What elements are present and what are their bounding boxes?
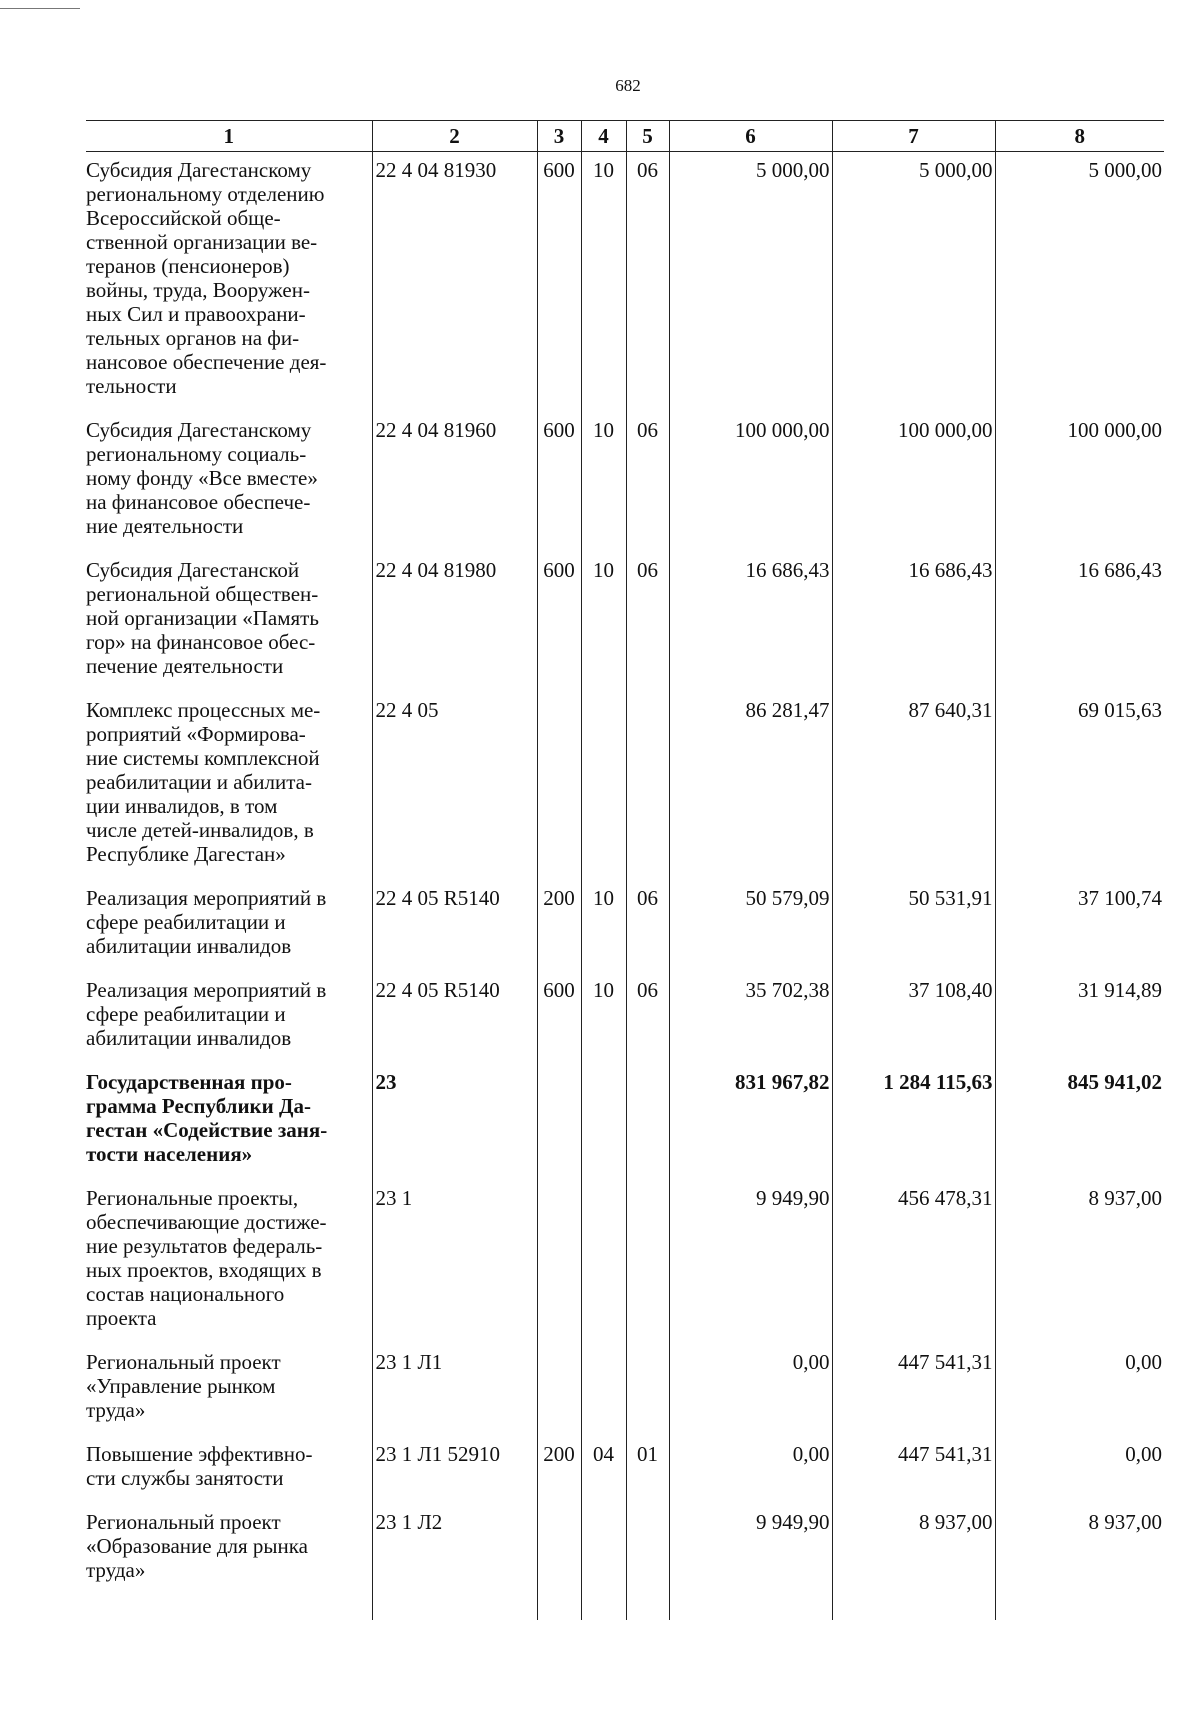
table-body: [86, 152, 1164, 1621]
row-value-8: 5 000,00: [995, 152, 1164, 413]
table-header-row: [86, 121, 1164, 152]
row-column-4: 10: [581, 880, 626, 972]
row-value-7: 1 284 115,63: [832, 1064, 995, 1180]
row-column-3: 600: [537, 972, 581, 1064]
row-column-5: 06: [626, 152, 669, 413]
page-number: 682: [615, 76, 641, 95]
row-value-6: 831 967,82: [669, 1064, 832, 1180]
row-code: 22 4 04 81960: [372, 412, 537, 552]
row-value-7: 447 541,31: [832, 1436, 995, 1504]
table-row: [86, 412, 1164, 552]
table-row: [86, 1180, 1164, 1344]
row-description: Государственная про- грамма Республики Да- гестан «Содействие заня- тости населения»: [86, 1070, 328, 1166]
column-header: 3: [537, 121, 581, 152]
row-column-4: 10: [581, 412, 626, 552]
row-column-3: [537, 1504, 581, 1620]
row-code: 22 4 04 81980: [372, 552, 537, 692]
row-description: Повышение эффективно- сти службы занятости: [86, 1442, 313, 1490]
column-header: 8: [995, 121, 1164, 152]
row-code: 22 4 05 R5140: [372, 880, 537, 972]
row-column-3: [537, 1064, 581, 1180]
row-value-8: 69 015,63: [995, 692, 1164, 880]
column-header: 5: [626, 121, 669, 152]
row-value-6: 9 949,90: [669, 1180, 832, 1344]
row-value-7: 16 686,43: [832, 552, 995, 692]
row-code: 22 4 05: [372, 692, 537, 880]
row-value-6: 86 281,47: [669, 692, 832, 880]
row-value-7: 100 000,00: [832, 412, 995, 552]
column-header: 6: [669, 121, 832, 152]
table-row: [86, 880, 1164, 972]
row-value-7: 447 541,31: [832, 1344, 995, 1436]
row-column-3: [537, 1344, 581, 1436]
row-column-4: 04: [581, 1436, 626, 1504]
row-value-6: 0,00: [669, 1344, 832, 1436]
table-row: [86, 692, 1164, 880]
table-row: [86, 152, 1164, 413]
row-column-4: [581, 1064, 626, 1180]
row-value-8: 0,00: [995, 1344, 1164, 1436]
row-value-7: 37 108,40: [832, 972, 995, 1064]
budget-table: [86, 120, 1164, 1620]
row-column-5: 06: [626, 412, 669, 552]
row-value-7: 87 640,31: [832, 692, 995, 880]
row-value-6: 50 579,09: [669, 880, 832, 972]
row-column-4: [581, 1180, 626, 1344]
row-column-4: 10: [581, 552, 626, 692]
scan-artifact-line: [0, 8, 80, 9]
row-description: Субсидия Дагестанскому региональному отделению Всероссийской обще- ственной организации ве- теранов (пенсионеров) войны, труда, Вооружен- ных Сил и правоохрани- тельных органов на фи- нансовое обеспечение дея- тельности: [86, 158, 327, 398]
row-code: 23: [372, 1064, 537, 1180]
row-code: 23 1 Л1: [372, 1344, 537, 1436]
row-column-3: 600: [537, 552, 581, 692]
column-header: 7: [832, 121, 995, 152]
row-column-5: 06: [626, 880, 669, 972]
row-value-6: 35 702,38: [669, 972, 832, 1064]
row-column-4: [581, 1504, 626, 1620]
row-value-6: 100 000,00: [669, 412, 832, 552]
row-value-8: 8 937,00: [995, 1180, 1164, 1344]
row-column-5: 06: [626, 552, 669, 692]
table-row: [86, 1344, 1164, 1436]
row-description: Комплекс процессных ме- роприятий «Формирова- ние системы комплексной реабилитации и абилита- ции инвалидов, в том числе детей-инвалидов, в Республике Дагестан»: [86, 698, 321, 866]
row-value-8: 845 941,02: [995, 1064, 1164, 1180]
column-header: 4: [581, 121, 626, 152]
row-value-7: 5 000,00: [832, 152, 995, 413]
row-value-8: 8 937,00: [995, 1504, 1164, 1620]
row-column-3: [537, 1180, 581, 1344]
row-column-5: [626, 1180, 669, 1344]
table-row: [86, 552, 1164, 692]
row-column-3: 200: [537, 1436, 581, 1504]
table-row: [86, 1504, 1164, 1620]
row-column-4: [581, 1344, 626, 1436]
row-code: 22 4 04 81930: [372, 152, 537, 413]
row-value-7: 50 531,91: [832, 880, 995, 972]
row-column-3: 600: [537, 412, 581, 552]
row-value-8: 16 686,43: [995, 552, 1164, 692]
table-row: [86, 1064, 1164, 1180]
row-value-6: 9 949,90: [669, 1504, 832, 1620]
row-code: 23 1 Л1 52910: [372, 1436, 537, 1504]
row-value-7: 8 937,00: [832, 1504, 995, 1620]
row-code: 22 4 05 R5140: [372, 972, 537, 1064]
row-column-3: 200: [537, 880, 581, 972]
row-description: Реализация мероприятий в сфере реабилитации и абилитации инвалидов: [86, 978, 327, 1050]
row-value-6: 5 000,00: [669, 152, 832, 413]
budget-table-container: [86, 120, 1164, 1620]
column-header: 2: [372, 121, 537, 152]
row-value-6: 0,00: [669, 1436, 832, 1504]
column-header: 1: [86, 121, 372, 152]
row-description: Субсидия Дагестанской региональной обществен- ной организации «Память гор» на финансовое обес- печение деятельности: [86, 558, 319, 678]
row-column-3: 600: [537, 152, 581, 413]
row-value-8: 31 914,89: [995, 972, 1164, 1064]
row-column-5: [626, 1064, 669, 1180]
row-column-5: [626, 1344, 669, 1436]
row-value-8: 0,00: [995, 1436, 1164, 1504]
row-column-5: [626, 692, 669, 880]
row-column-5: 06: [626, 972, 669, 1064]
row-column-5: [626, 1504, 669, 1620]
row-column-4: 10: [581, 152, 626, 413]
row-description: Региональные проекты, обеспечивающие достиже- ние результатов федераль- ных проектов, входящих в состав национального проекта: [86, 1186, 327, 1330]
table-row: [86, 1436, 1164, 1504]
row-column-5: 01: [626, 1436, 669, 1504]
row-value-8: 37 100,74: [995, 880, 1164, 972]
row-description: Региональный проект «Образование для рынка труда»: [86, 1510, 308, 1582]
row-description: Региональный проект «Управление рынком труда»: [86, 1350, 281, 1422]
row-description: Реализация мероприятий в сфере реабилитации и абилитации инвалидов: [86, 886, 327, 958]
row-column-4: [581, 692, 626, 880]
row-column-4: 10: [581, 972, 626, 1064]
row-value-6: 16 686,43: [669, 552, 832, 692]
row-value-8: 100 000,00: [995, 412, 1164, 552]
table-row: [86, 972, 1164, 1064]
row-code: 23 1 Л2: [372, 1504, 537, 1620]
row-description: Субсидия Дагестанскому региональному социаль- ному фонду «Все вместе» на финансовое обеспече- ние деятельности: [86, 418, 318, 538]
row-value-7: 456 478,31: [832, 1180, 995, 1344]
row-code: 23 1: [372, 1180, 537, 1344]
row-column-3: [537, 692, 581, 880]
